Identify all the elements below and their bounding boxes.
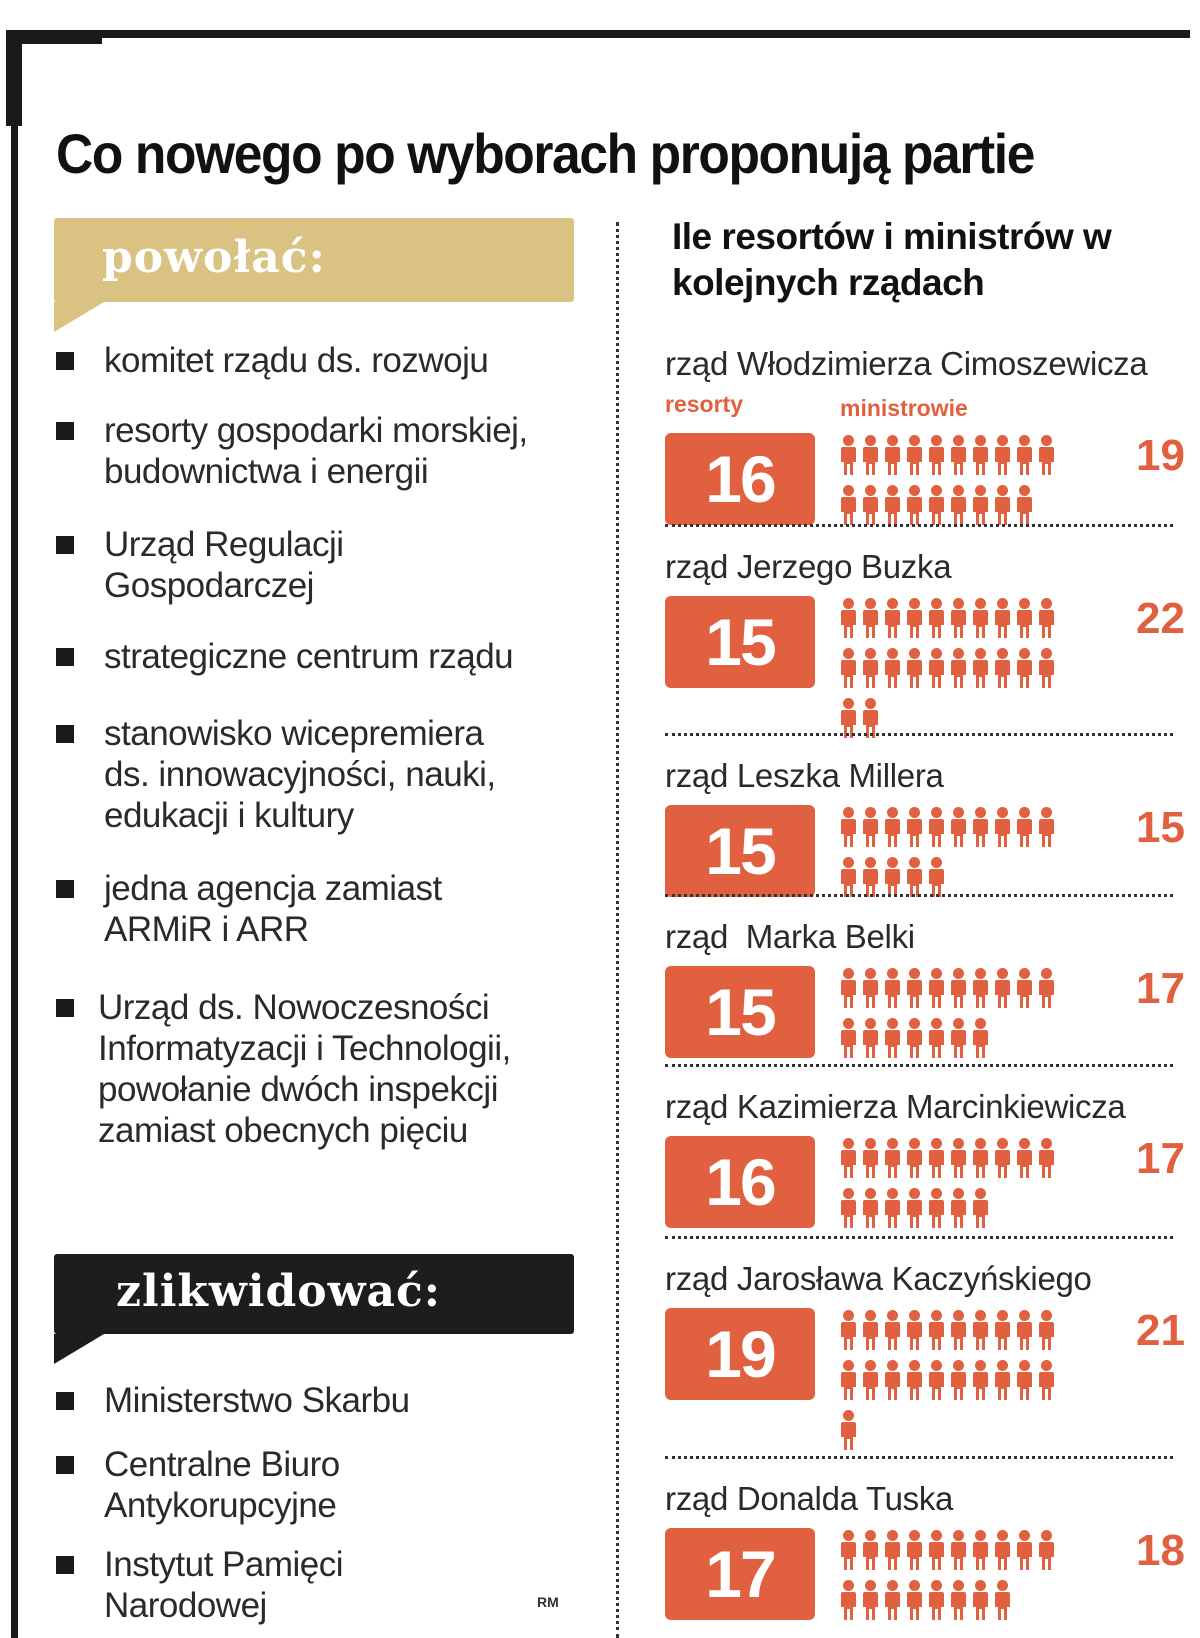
person-icon xyxy=(1017,598,1032,638)
person-icon xyxy=(929,1188,944,1228)
person-icon xyxy=(863,968,878,1008)
person-icon xyxy=(1017,968,1032,1008)
person-icon xyxy=(995,648,1010,688)
person-icon xyxy=(907,857,922,897)
person-icon xyxy=(995,1310,1010,1350)
zlikwidowac-heading: zlikwidować: xyxy=(116,1266,442,1317)
ministers-pictogram xyxy=(840,807,1080,899)
person-icon xyxy=(885,485,900,525)
resorty-count: 16 xyxy=(665,1136,815,1228)
person-icon xyxy=(951,1188,966,1228)
person-icon xyxy=(951,1310,966,1350)
person-icon xyxy=(907,648,922,688)
resorty-count: 19 xyxy=(665,1308,815,1400)
person-icon xyxy=(929,807,944,847)
person-icon xyxy=(1017,807,1032,847)
person-icon xyxy=(841,1138,856,1178)
person-icon xyxy=(1039,968,1054,1008)
person-icon xyxy=(863,857,878,897)
government-name: rząd Donalda Tuska xyxy=(665,1480,954,1517)
person-icon xyxy=(973,968,988,1008)
person-icon xyxy=(907,1188,922,1228)
ministers-pictogram xyxy=(840,598,1080,740)
person-icon xyxy=(1039,598,1054,638)
resorty-label: resorty xyxy=(665,391,743,417)
person-icon xyxy=(1039,1310,1054,1350)
person-icon xyxy=(929,1018,944,1058)
person-icon xyxy=(929,598,944,638)
credit: RM xyxy=(537,1594,559,1610)
person-icon xyxy=(863,1360,878,1400)
person-icon xyxy=(885,598,900,638)
resorty-count: 17 xyxy=(665,1528,815,1620)
ministers-pictogram xyxy=(840,1530,1080,1622)
ministers-pictogram xyxy=(840,1138,1080,1230)
person-icon xyxy=(841,1188,856,1228)
person-icon xyxy=(1039,807,1054,847)
person-icon xyxy=(929,648,944,688)
person-icon xyxy=(841,807,856,847)
list-item-text: Urząd ds. Nowoczesności Informatyzacji i Technologii, powołanie dwóch inspekcji zamiast obecnych pięciu xyxy=(98,988,511,1150)
person-icon xyxy=(929,1360,944,1400)
person-icon xyxy=(841,1310,856,1350)
person-icon xyxy=(885,857,900,897)
person-icon xyxy=(951,968,966,1008)
person-icon xyxy=(973,1360,988,1400)
person-icon xyxy=(863,1138,878,1178)
ministers-pictogram xyxy=(840,1310,1080,1452)
resorty-count: 15 xyxy=(665,596,815,688)
person-icon xyxy=(841,1360,856,1400)
government-name: rząd Marka Belki xyxy=(665,918,915,955)
person-icon xyxy=(841,1410,856,1450)
person-icon xyxy=(885,435,900,475)
ministrowie-count: 22 xyxy=(1136,594,1185,643)
person-icon xyxy=(973,807,988,847)
person-icon xyxy=(951,648,966,688)
person-icon xyxy=(1017,1310,1032,1350)
person-icon xyxy=(973,1310,988,1350)
person-icon xyxy=(907,598,922,638)
person-icon xyxy=(951,1530,966,1570)
government-name: rząd Leszka Millera xyxy=(665,757,944,794)
person-icon xyxy=(863,648,878,688)
person-icon xyxy=(841,698,856,738)
person-icon xyxy=(951,1138,966,1178)
resorty-count: 16 xyxy=(665,433,815,525)
list-item-text: Ministerstwo Skarbu xyxy=(104,1381,410,1420)
person-icon xyxy=(995,1138,1010,1178)
person-icon xyxy=(951,1360,966,1400)
person-icon xyxy=(841,968,856,1008)
person-icon xyxy=(973,1580,988,1620)
row-separator xyxy=(665,894,1173,897)
person-icon xyxy=(1017,485,1032,525)
person-icon xyxy=(995,485,1010,525)
person-icon xyxy=(885,1530,900,1570)
person-icon xyxy=(951,1018,966,1058)
person-icon xyxy=(929,1310,944,1350)
person-icon xyxy=(907,1530,922,1570)
person-icon xyxy=(973,648,988,688)
list-item-text: stanowisko wicepremiera ds. innowacyjności, nauki, edukacji i kultury xyxy=(104,714,496,835)
person-icon xyxy=(995,968,1010,1008)
person-icon xyxy=(841,435,856,475)
ministrowie-count: 21 xyxy=(1136,1306,1185,1355)
person-icon xyxy=(973,485,988,525)
person-icon xyxy=(929,1580,944,1620)
person-icon xyxy=(995,1580,1010,1620)
person-icon xyxy=(907,435,922,475)
list-item-text: Urząd Regulacji Gospodarczej xyxy=(104,525,344,605)
person-icon xyxy=(951,435,966,475)
government-name: rząd Włodzimierza Cimoszewicza xyxy=(665,345,1148,382)
person-icon xyxy=(863,598,878,638)
person-icon xyxy=(863,1188,878,1228)
person-icon xyxy=(885,968,900,1008)
person-icon xyxy=(929,485,944,525)
person-icon xyxy=(929,435,944,475)
list-item-text: strategiczne centrum rządu xyxy=(104,637,514,676)
person-icon xyxy=(973,435,988,475)
person-icon xyxy=(973,1530,988,1570)
person-icon xyxy=(863,435,878,475)
person-icon xyxy=(907,1310,922,1350)
person-icon xyxy=(863,1580,878,1620)
person-icon xyxy=(951,1580,966,1620)
person-icon xyxy=(841,598,856,638)
ministrowie-count: 15 xyxy=(1136,803,1185,852)
person-icon xyxy=(841,1018,856,1058)
list-item-text: Instytut Pamięci Narodowej xyxy=(104,1545,344,1625)
person-icon xyxy=(1039,648,1054,688)
person-icon xyxy=(995,807,1010,847)
person-icon xyxy=(929,968,944,1008)
government-name: rząd Kazimierza Marcinkiewicza xyxy=(665,1088,1126,1125)
person-icon xyxy=(907,1138,922,1178)
person-icon xyxy=(951,485,966,525)
person-icon xyxy=(863,1310,878,1350)
person-icon xyxy=(885,1310,900,1350)
person-icon xyxy=(863,1018,878,1058)
person-icon xyxy=(863,485,878,525)
person-icon xyxy=(907,968,922,1008)
person-icon xyxy=(929,1530,944,1570)
row-separator xyxy=(665,1064,1173,1067)
person-icon xyxy=(1017,435,1032,475)
ministrowie-count: 17 xyxy=(1136,1134,1185,1183)
ministrowie-count: 19 xyxy=(1136,431,1185,480)
resorty-count: 15 xyxy=(665,805,815,897)
person-icon xyxy=(841,648,856,688)
person-icon xyxy=(1017,1138,1032,1178)
ministers-pictogram xyxy=(840,968,1080,1060)
person-icon xyxy=(951,807,966,847)
person-icon xyxy=(1017,1360,1032,1400)
page-title: Co nowego po wyborach proponują partie xyxy=(56,121,1034,185)
person-icon xyxy=(841,857,856,897)
chart-title: Ile resortów i ministrów w kolejnych rządach xyxy=(672,216,1112,303)
person-icon xyxy=(995,598,1010,638)
powolac-heading: powołać: xyxy=(102,232,326,283)
person-icon xyxy=(907,1580,922,1620)
list-item-text: jedna agencja zamiast ARMiR i ARR xyxy=(104,869,442,949)
person-icon xyxy=(885,1360,900,1400)
ministers-pictogram xyxy=(840,435,1080,527)
person-icon xyxy=(1017,1530,1032,1570)
person-icon xyxy=(907,1018,922,1058)
person-icon xyxy=(1039,1530,1054,1570)
person-icon xyxy=(885,1138,900,1178)
row-separator xyxy=(665,1456,1173,1459)
person-icon xyxy=(885,1580,900,1620)
person-icon xyxy=(1039,1360,1054,1400)
person-icon xyxy=(1017,648,1032,688)
person-icon xyxy=(929,1138,944,1178)
government-name: rząd Jarosława Kaczyńskiego xyxy=(665,1260,1092,1297)
person-icon xyxy=(1039,1138,1054,1178)
person-icon xyxy=(841,1530,856,1570)
row-separator xyxy=(665,1236,1173,1239)
person-icon xyxy=(885,1018,900,1058)
list-item-text: komitet rządu ds. rozwoju xyxy=(104,341,489,380)
person-icon xyxy=(885,1188,900,1228)
row-separator xyxy=(665,733,1173,736)
person-icon xyxy=(907,485,922,525)
person-icon xyxy=(841,1580,856,1620)
person-icon xyxy=(995,1530,1010,1570)
person-icon xyxy=(863,698,878,738)
person-icon xyxy=(973,598,988,638)
resorty-count: 15 xyxy=(665,966,815,1058)
person-icon xyxy=(885,807,900,847)
person-icon xyxy=(995,1360,1010,1400)
person-icon xyxy=(951,598,966,638)
list-item-text: Centralne Biuro Antykorupcyjne xyxy=(104,1445,340,1525)
ministrowie-count: 18 xyxy=(1136,1526,1185,1575)
person-icon xyxy=(929,857,944,897)
ministrowie-label: ministrowie xyxy=(840,395,968,421)
person-icon xyxy=(907,807,922,847)
person-icon xyxy=(863,1530,878,1570)
person-icon xyxy=(973,1018,988,1058)
person-icon xyxy=(973,1138,988,1178)
person-icon xyxy=(907,1360,922,1400)
list-item-text: resorty gospodarki morskiej, budownictwa i energii xyxy=(104,411,528,491)
person-icon xyxy=(863,807,878,847)
person-icon xyxy=(885,648,900,688)
person-icon xyxy=(995,435,1010,475)
person-icon xyxy=(841,485,856,525)
government-name: rząd Jerzego Buzka xyxy=(665,548,952,585)
ministrowie-count: 17 xyxy=(1136,964,1185,1013)
row-separator xyxy=(665,524,1173,527)
person-icon xyxy=(1039,435,1054,475)
person-icon xyxy=(973,1188,988,1228)
